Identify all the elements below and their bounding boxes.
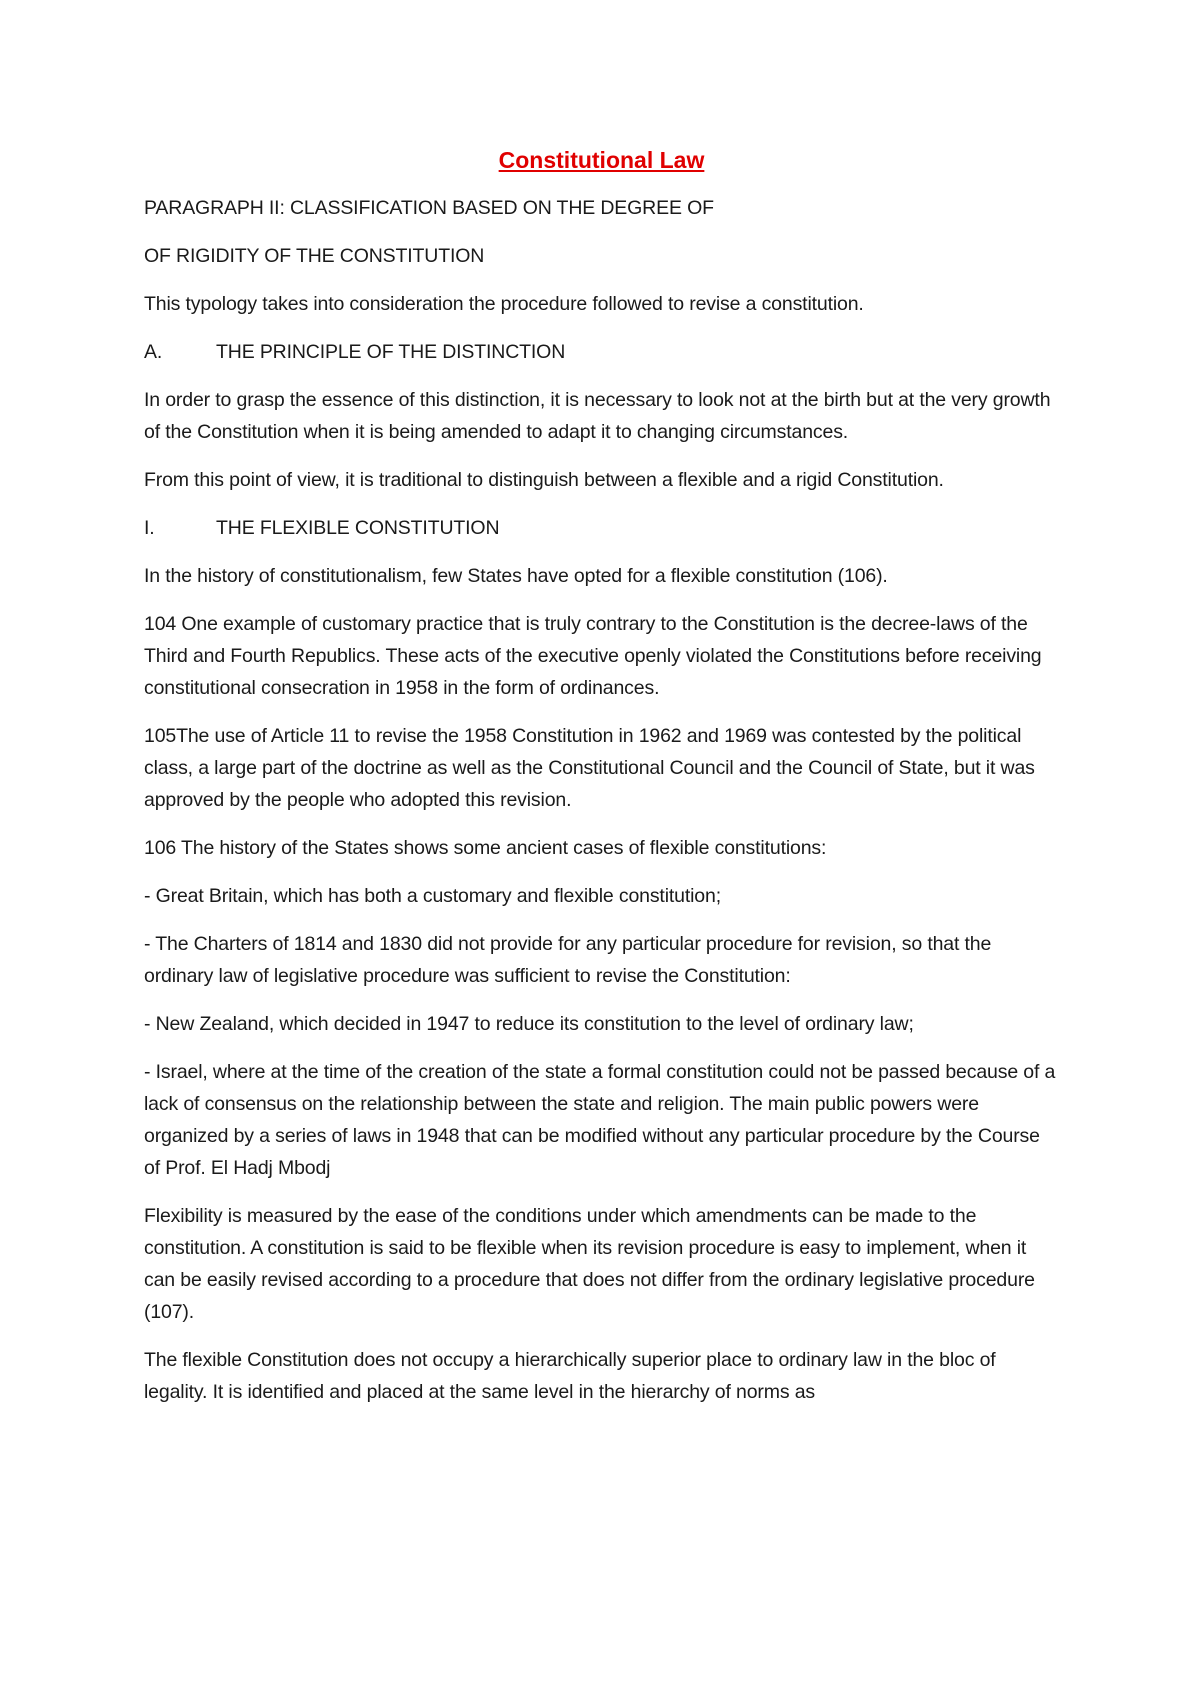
footnote-106: 106 The history of the States shows some ancient cases of flexible constitutions:	[144, 837, 827, 859]
list-item-israel: - Israel, where at the time of the creation of the state a formal constitution could not be passed because of a lack of consensus on the relationship between the state and religion. The main public powers were organized by a series of laws in 1948 that can be modified without any particular procedure by the Course of Prof. El Hadj Mbodj	[144, 1061, 1056, 1179]
essence-paragraph: In order to grasp the essence of this distinction, it is necessary to look not at the birth but at the very growth of the Constitution when it is being amended to adapt it to changing circumstances.	[144, 389, 1051, 443]
footnote-105: 105The use of Article 11 to revise the 1958 Constitution in 1962 and 1969 was contested by the political class, a large part of the doctrine as well as the Constitutional Council and the Council of State, but it was approved by the people who adopted this revision.	[144, 725, 1035, 811]
section-a-number: A.	[144, 341, 163, 363]
list-item-charters: - The Charters of 1814 and 1830 did not provide for any particular procedure for revision, so that the ordinary law of legislative procedure was sufficient to revise the Constitution:	[144, 933, 992, 987]
history-paragraph: In the history of constitutionalism, few States have opted for a flexible constitution (106).	[144, 565, 888, 587]
section-i-title: THE FLEXIBLE CONSTITUTION	[216, 517, 500, 539]
paragraph-heading-line1: PARAGRAPH II: CLASSIFICATION BASED ON THE DEGREE OF	[144, 197, 714, 219]
list-item-new-zealand: - New Zealand, which decided in 1947 to reduce its constitution to the level of ordinary law;	[144, 1013, 914, 1035]
hierarchy-paragraph: The flexible Constitution does not occupy a hierarchically superior place to ordinary law in the bloc of legality. It is identified and placed at the same level in the hierarchy of norms as	[144, 1349, 996, 1403]
list-item-great-britain: - Great Britain, which has both a customary and flexible constitution;	[144, 885, 721, 907]
section-i-number: I.	[144, 517, 155, 539]
viewpoint-paragraph: From this point of view, it is traditional to distinguish between a flexible and a rigid Constitution.	[144, 469, 944, 491]
section-a-title: THE PRINCIPLE OF THE DISTINCTION	[216, 341, 566, 363]
intro-paragraph: This typology takes into consideration the procedure followed to revise a constitution.	[144, 293, 864, 315]
section-a-heading	[144, 336, 1059, 368]
footnote-104: 104 One example of customary practice that is truly contrary to the Constitution is the decree-laws of the Third and Fourth Republics. These acts of the executive openly violated the Constitutions before receiving constitutional consecration in 1958 in the form of ordinances.	[144, 613, 1042, 699]
flexibility-paragraph: Flexibility is measured by the ease of the conditions under which amendments can be made to the constitution. A constitution is said to be flexible when its revision procedure is easy to implement, when it can be easily revised according to a procedure that does not differ from the ordinary legislative procedure (107).	[144, 1205, 1035, 1323]
document-title: Constitutional Law	[498, 147, 705, 173]
paragraph-heading-line2: OF RIGIDITY OF THE CONSTITUTION	[144, 245, 485, 267]
document-body	[144, 144, 1059, 1424]
section-i-heading	[144, 512, 1059, 544]
